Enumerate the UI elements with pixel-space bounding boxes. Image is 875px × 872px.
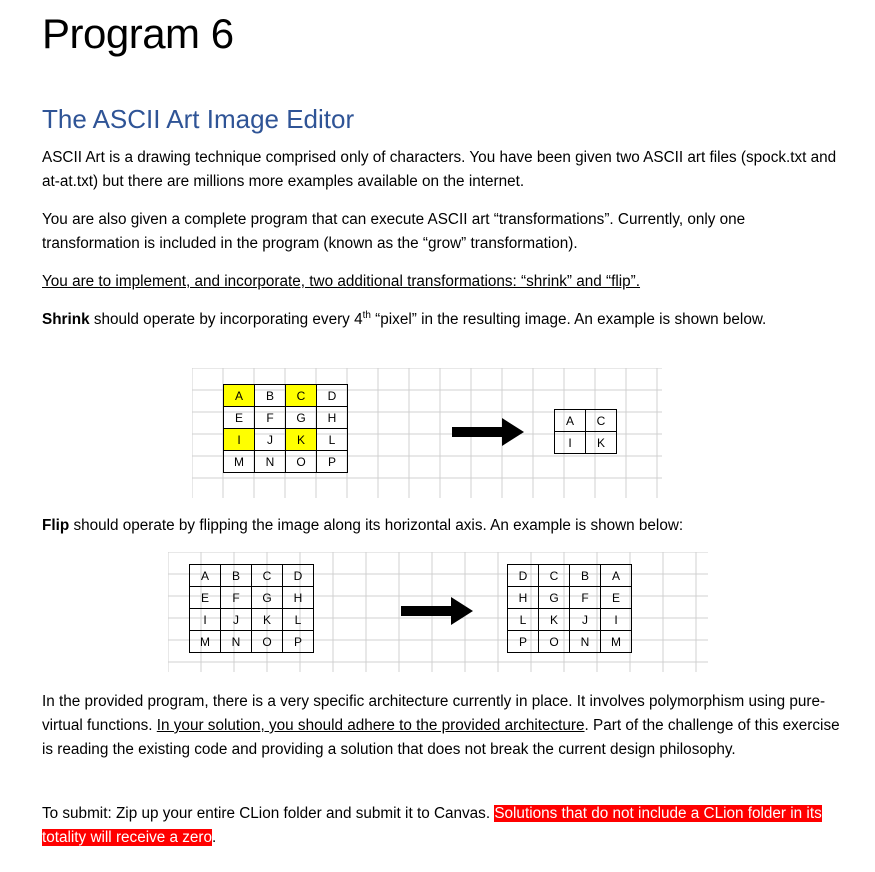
shrink-output-cell: I [555, 432, 586, 454]
section-heading: The ASCII Art Image Editor [42, 104, 355, 134]
flip-arrow-icon [401, 597, 473, 625]
shrink-input-cell: D [317, 385, 348, 407]
flip-input-cell: M [190, 631, 221, 653]
flip-input-cell: F [221, 587, 252, 609]
flip-output-row [508, 609, 632, 631]
program-paragraph: You are also given a complete program that can execute ASCII art “transformations”. Currently, only one transformation is included in the program (known as the “grow” transformation). [42, 211, 746, 252]
flip-output-cell: K [539, 609, 570, 631]
flip-output-cell: J [570, 609, 601, 631]
shrink-input-row [224, 385, 348, 407]
flip-input-cell: K [252, 609, 283, 631]
shrink-input-cell: M [224, 451, 255, 473]
architecture-requirement: In your solution, you should adhere to the provided architecture [156, 717, 585, 734]
task-paragraph: You are to implement, and incorporate, two additional transformations: “shrink” and “flip”. [42, 273, 641, 290]
shrink-input-row [224, 407, 348, 429]
shrink-input-row [224, 429, 348, 451]
shrink-arrow-icon [452, 418, 524, 446]
flip-output-row [508, 587, 632, 609]
flip-output-cell: G [539, 587, 570, 609]
shrink-input-cell: N [255, 451, 286, 473]
shrink-input-cell: E [224, 407, 255, 429]
shrink-output-grid [554, 409, 617, 454]
flip-output-cell: A [601, 565, 632, 587]
shrink-input-cell: O [286, 451, 317, 473]
shrink-input-cell: B [255, 385, 286, 407]
flip-input-cell: H [283, 587, 314, 609]
flip-input-cell: P [283, 631, 314, 653]
flip-output-cell: B [570, 565, 601, 587]
shrink-input-cell: I [224, 429, 255, 451]
shrink-input-grid [223, 384, 348, 473]
flip-input-cell: I [190, 609, 221, 631]
shrink-output-cell: C [586, 410, 617, 432]
shrink-output-cell: A [555, 410, 586, 432]
page-title: Program 6 [42, 10, 234, 57]
flip-output-cell: H [508, 587, 539, 609]
shrink-output-row [555, 410, 617, 432]
flip-input-cell: C [252, 565, 283, 587]
flip-output-cell: N [570, 631, 601, 653]
flip-input-cell: O [252, 631, 283, 653]
submit-paragraph: To submit: Zip up your entire CLion folder and submit it to Canvas. Solutions that do not include a CLion folder in its totality will receive a zero. [42, 805, 822, 846]
shrink-output-row [555, 432, 617, 454]
flip-output-cell: F [570, 587, 601, 609]
shrink-input-cell: C [286, 385, 317, 407]
shrink-input-row [224, 451, 348, 473]
shrink-input-cell: G [286, 407, 317, 429]
shrink-term: Shrink [42, 311, 90, 328]
shrink-input-cell: H [317, 407, 348, 429]
flip-input-row [190, 587, 314, 609]
flip-output-cell: I [601, 609, 632, 631]
flip-input-cell: D [283, 565, 314, 587]
shrink-input-cell: J [255, 429, 286, 451]
flip-output-cell: M [601, 631, 632, 653]
flip-input-cell: A [190, 565, 221, 587]
shrink-paragraph: Shrink should operate by incorporating every 4th “pixel” in the resulting image. An example is shown below. [42, 309, 767, 328]
flip-input-cell: E [190, 587, 221, 609]
flip-output-cell: D [508, 565, 539, 587]
flip-input-row [190, 631, 314, 653]
flip-output-cell: E [601, 587, 632, 609]
shrink-input-cell: L [317, 429, 348, 451]
flip-input-cell: G [252, 587, 283, 609]
flip-output-cell: L [508, 609, 539, 631]
shrink-output-cell: K [586, 432, 617, 454]
shrink-input-cell: K [286, 429, 317, 451]
architecture-paragraph: In the provided program, there is a very specific architecture currently in place. It involves polymorphism using pure-virtual functions. In your solution, you should adhere to the provided architecture. Part of the challenge of this exercise is reading the existing code and providing a solution that does not break the current design philosophy. [42, 693, 840, 758]
flip-output-cell: P [508, 631, 539, 653]
flip-input-cell: N [221, 631, 252, 653]
flip-output-row [508, 565, 632, 587]
flip-input-grid [189, 564, 314, 653]
flip-input-cell: J [221, 609, 252, 631]
flip-paragraph: Flip should operate by flipping the image along its horizontal axis. An example is shown below: [42, 517, 684, 534]
intro-paragraph: ASCII Art is a drawing technique comprised only of characters. You have been given two ASCII art files (spock.txt and at-at.txt) but there are millions more examples available on the internet. [42, 149, 837, 190]
zero-warning: Solutions that do not include a CLion folder in its totality will receive a zero [42, 805, 822, 846]
flip-term: Flip [42, 517, 70, 534]
flip-output-grid [507, 564, 632, 653]
flip-input-cell: B [221, 565, 252, 587]
flip-output-cell: O [539, 631, 570, 653]
flip-output-cell: C [539, 565, 570, 587]
flip-input-row [190, 565, 314, 587]
shrink-input-cell: P [317, 451, 348, 473]
shrink-input-cell: A [224, 385, 255, 407]
flip-input-row [190, 609, 314, 631]
shrink-input-cell: F [255, 407, 286, 429]
flip-output-row [508, 631, 632, 653]
flip-input-cell: L [283, 609, 314, 631]
